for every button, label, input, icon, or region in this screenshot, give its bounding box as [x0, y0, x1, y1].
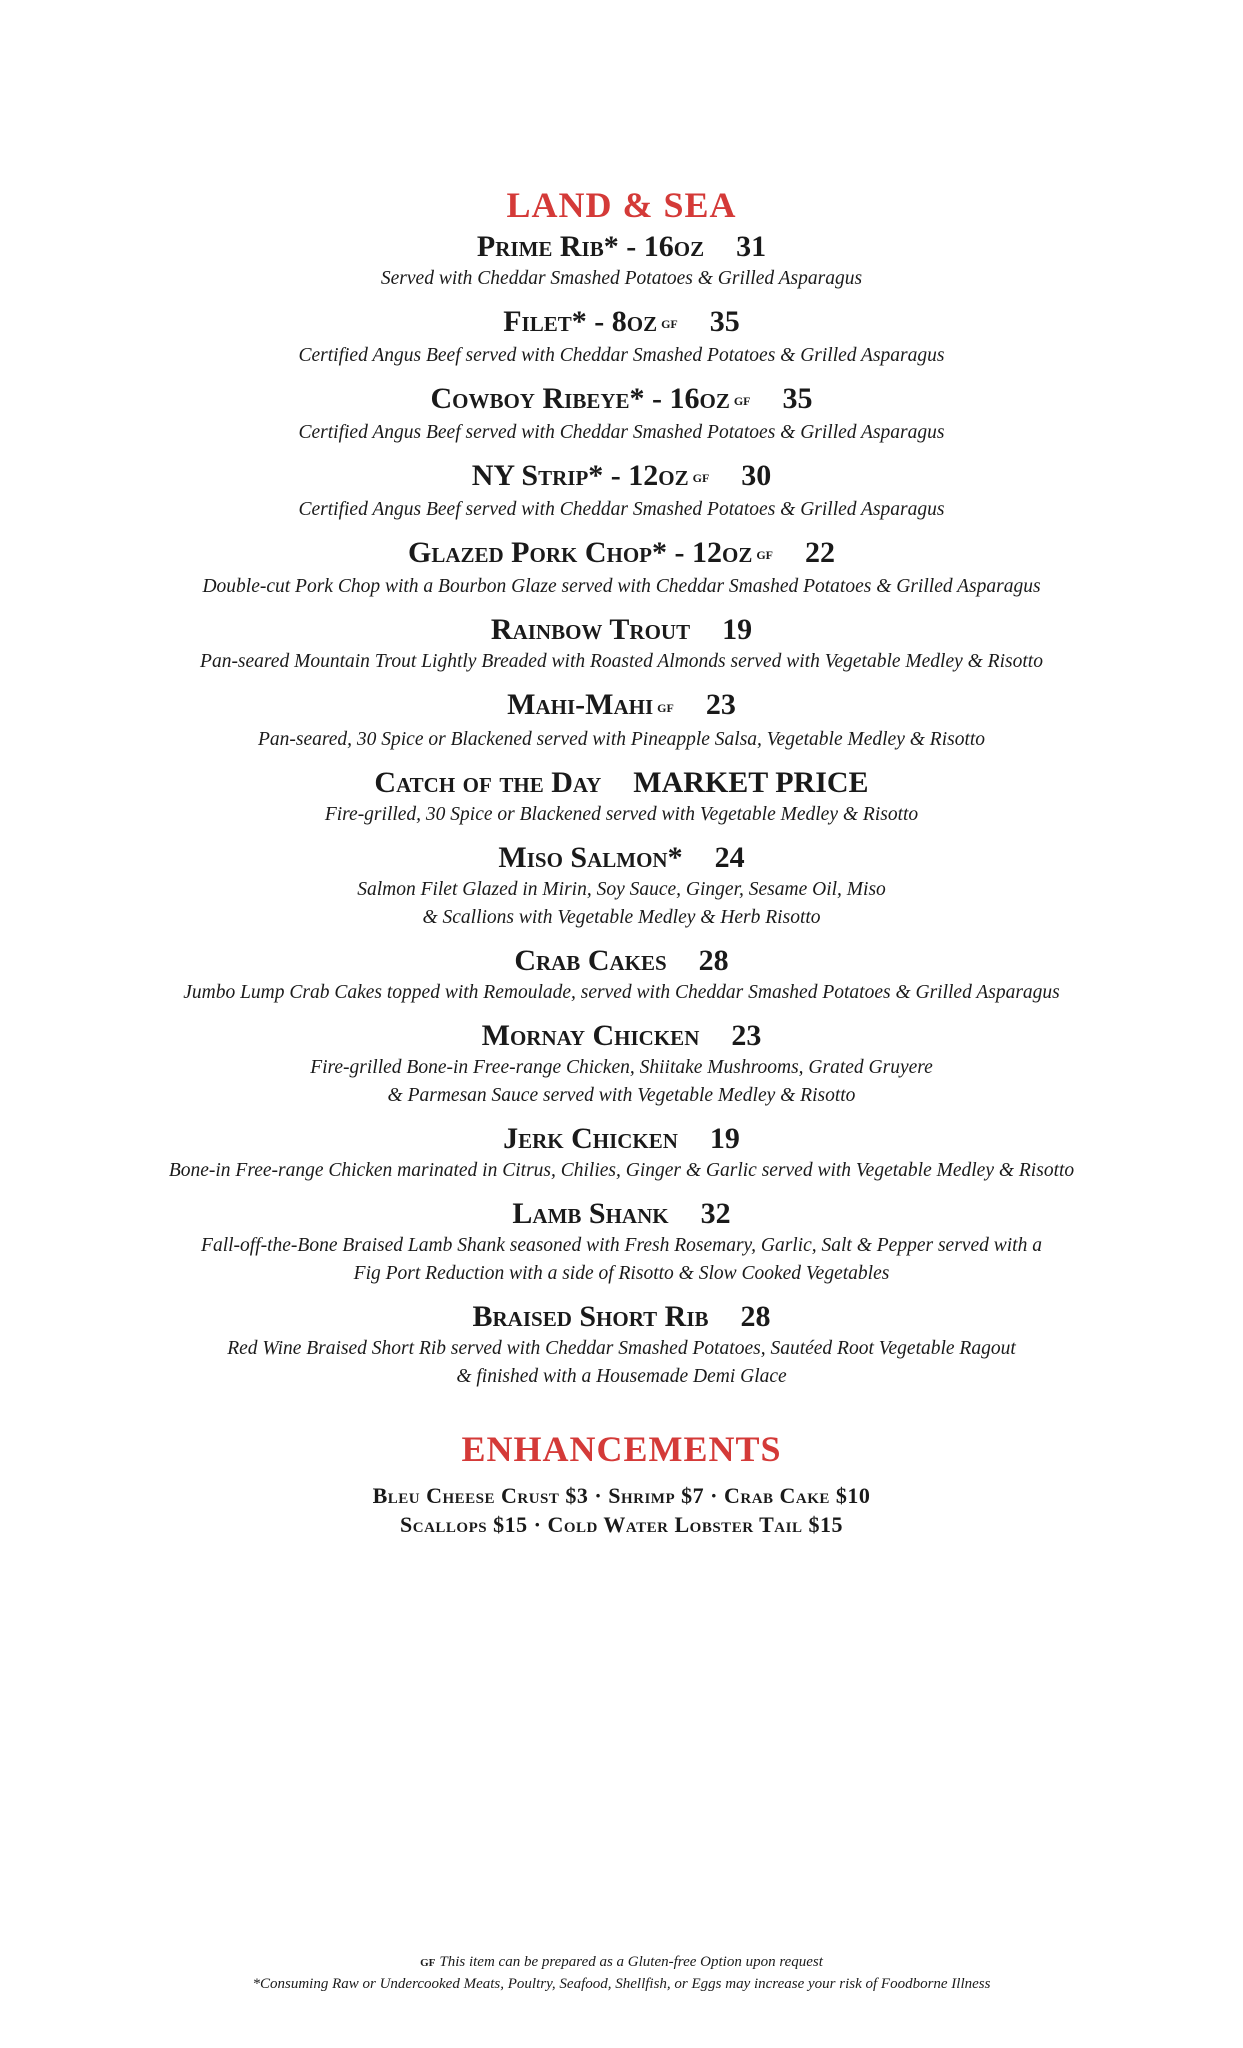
menu-item [0, 612, 1243, 676]
menu-item-name: Catch of the Day [374, 765, 602, 799]
menu-item-name: Cowboy Ribeye* - 16oz [430, 382, 730, 416]
gluten-free-note [0, 1952, 1243, 1974]
menu-item-price: 28 [740, 1299, 771, 1333]
menu-item-price: 19 [722, 613, 753, 647]
menu-item-name: Jerk Chicken [503, 1121, 678, 1155]
menu-items [0, 229, 1243, 1391]
menu-item-heading [0, 612, 1243, 648]
menu-item-price: MARKET PRICE [633, 765, 869, 799]
gluten-free-badge: GF [657, 700, 674, 715]
menu-item [0, 1196, 1243, 1288]
enhancement-item: Bleu Cheese Crust $3 [372, 1482, 589, 1508]
enhancement-item: Scallops $15 [400, 1511, 528, 1537]
menu-item [0, 458, 1243, 524]
menu-item [0, 687, 1243, 753]
menu-item-heading [0, 1018, 1243, 1054]
menu-item-name: Mahi-Mahi [507, 688, 654, 722]
menu-item [0, 535, 1243, 601]
menu-item-description: & Parmesan Sauce served with Vegetable Medley & Risotto [387, 1084, 856, 1106]
menu-item-description: Bone-in Free-range Chicken marinated in Citrus, Chilies, Ginger & Garlic served with Vegetable Medley & Risotto [168, 1159, 1075, 1181]
menu-item-price: 28 [698, 943, 729, 977]
menu-item-price: 24 [714, 840, 745, 874]
menu-item-description: Fig Port Reduction with a side of Risotto & Slow Cooked Vegetables [353, 1262, 890, 1284]
menu-item-description: Certified Angus Beef served with Cheddar Smashed Potatoes & Grilled Asparagus [298, 422, 945, 444]
menu-item-name: Braised Short Rib [472, 1299, 709, 1333]
menu-item-description: Fire-grilled Bone-in Free-range Chicken, Shiitake Mushrooms, Grated Gruyere [310, 1056, 933, 1078]
menu-item-description: Pan-seared, 30 Spice or Blackened served with Pineapple Salsa, Vegetable Medley & Risotto [257, 728, 986, 750]
menu-item-name: Glazed Pork Chop* - 12oz [407, 536, 753, 570]
menu-item-description: Red Wine Braised Short Rib served with Cheddar Smashed Potatoes, Sautéed Root Vegetable Ragout [227, 1337, 1016, 1359]
gluten-free-mark: GF [420, 1957, 436, 1969]
menu-item-price: 19 [709, 1121, 740, 1155]
menu-item-heading [0, 943, 1243, 979]
enhancement-item: Cold Water Lobster Tail $15 [547, 1511, 843, 1537]
menu-item-description: Salmon Filet Glazed in Mirin, Soy Sauce, Ginger, Sesame Oil, Miso [357, 878, 886, 900]
menu-item [0, 1121, 1243, 1185]
enhancement-item: Crab Cake $10 [723, 1482, 871, 1508]
menu-item-heading [0, 535, 1243, 573]
enhancement-line [0, 1481, 1243, 1510]
menu-item-price: 22 [805, 536, 835, 570]
separator-dot: · [710, 1482, 718, 1508]
menu-footer [0, 1952, 1243, 1995]
menu-item-heading [0, 304, 1243, 342]
menu-item-description: Certified Angus Beef served with Cheddar Smashed Potatoes & Grilled Asparagus [298, 345, 945, 367]
gluten-free-note-text: This item can be prepared as a Gluten-free Option upon request [439, 1954, 823, 1970]
menu-item-heading [0, 1299, 1243, 1335]
gluten-free-badge: GF [661, 317, 678, 332]
land-and-sea-title: LAND & SEA [506, 185, 737, 225]
menu-item-heading [0, 1121, 1243, 1157]
menu-item-name: Miso Salmon* [498, 840, 683, 874]
gluten-free-badge: GF [692, 471, 710, 486]
menu-item [0, 381, 1243, 447]
food-safety-warning: *Consuming Raw or Undercooked Meats, Poultry, Seafood, Shellfish, or Eggs may increase your risk of Foodborne Illness [252, 1976, 991, 1992]
menu-item-heading [0, 229, 1243, 265]
menu-item [0, 840, 1243, 932]
enhancements-list [0, 1481, 1243, 1539]
menu-item-description: Pan-seared Mountain Trout Lightly Breaded with Roasted Almonds served with Vegetable Medley & Risotto [200, 651, 1043, 673]
enhancement-line [0, 1510, 1243, 1539]
menu-item-price: 23 [705, 688, 736, 722]
menu-item [0, 1018, 1243, 1110]
menu-item-heading [0, 1196, 1243, 1232]
menu-item-description: Certified Angus Beef served with Cheddar Smashed Potatoes & Grilled Asparagus [298, 499, 945, 521]
menu-item-name: Prime Rib* - 16oz [476, 230, 705, 263]
enhancements-title: ENHANCEMENTS [461, 1428, 782, 1469]
menu-item [0, 229, 1243, 293]
menu-item-name: Filet* - 8oz [503, 305, 658, 338]
menu-item-price: 23 [731, 1018, 762, 1052]
menu-item-name: Crab Cakes [514, 943, 667, 977]
menu-item-name: Lamb Shank [512, 1196, 669, 1230]
menu-item-price: 31 [736, 230, 767, 263]
menu-item-price: 35 [709, 305, 740, 338]
menu-item-heading [0, 840, 1243, 876]
menu-item [0, 943, 1243, 1007]
menu-item [0, 1299, 1243, 1391]
menu-item-description: Double-cut Pork Chop with a Bourbon Glaze served with Cheddar Smashed Potatoes & Grilled Asparagus [202, 576, 1041, 598]
menu-item [0, 765, 1243, 829]
menu-item-description: Fire-grilled, 30 Spice or Blackened served with Vegetable Medley & Risotto [324, 803, 919, 825]
menu-item-description: Fall-off-the-Bone Braised Lamb Shank seasoned with Fresh Rosemary, Garlic, Salt & Pepper served with a [201, 1234, 1042, 1256]
menu-item-name: NY Strip* - 12oz [471, 459, 689, 493]
menu-item-description: Served with Cheddar Smashed Potatoes & Grilled Asparagus [380, 268, 863, 289]
separator-dot: · [594, 1482, 603, 1508]
menu-item-heading [0, 765, 1243, 801]
menu-item-description: & Scallions with Vegetable Medley & Herb Risotto [422, 906, 821, 928]
menu-item [0, 304, 1243, 370]
gluten-free-badge: GF [756, 548, 773, 563]
enhancement-item: Shrimp $7 [608, 1482, 705, 1508]
menu-item-heading [0, 458, 1243, 496]
separator-dot: · [533, 1511, 542, 1537]
menu-item-heading [0, 381, 1243, 419]
menu-item-price: 32 [700, 1196, 731, 1230]
menu-item-heading [0, 687, 1243, 725]
menu-item-name: Mornay Chicken [481, 1018, 700, 1052]
menu-item-description: Jumbo Lump Crab Cakes topped with Remoulade, served with Cheddar Smashed Potatoes & Grilled Asparagus [183, 981, 1060, 1003]
menu-item-price: 35 [782, 382, 813, 416]
menu-item-description: & finished with a Housemade Demi Glace [456, 1365, 787, 1387]
gluten-free-badge: GF [733, 394, 751, 409]
menu-item-name: Rainbow Trout [490, 613, 691, 647]
menu-item-price: 30 [741, 459, 772, 493]
